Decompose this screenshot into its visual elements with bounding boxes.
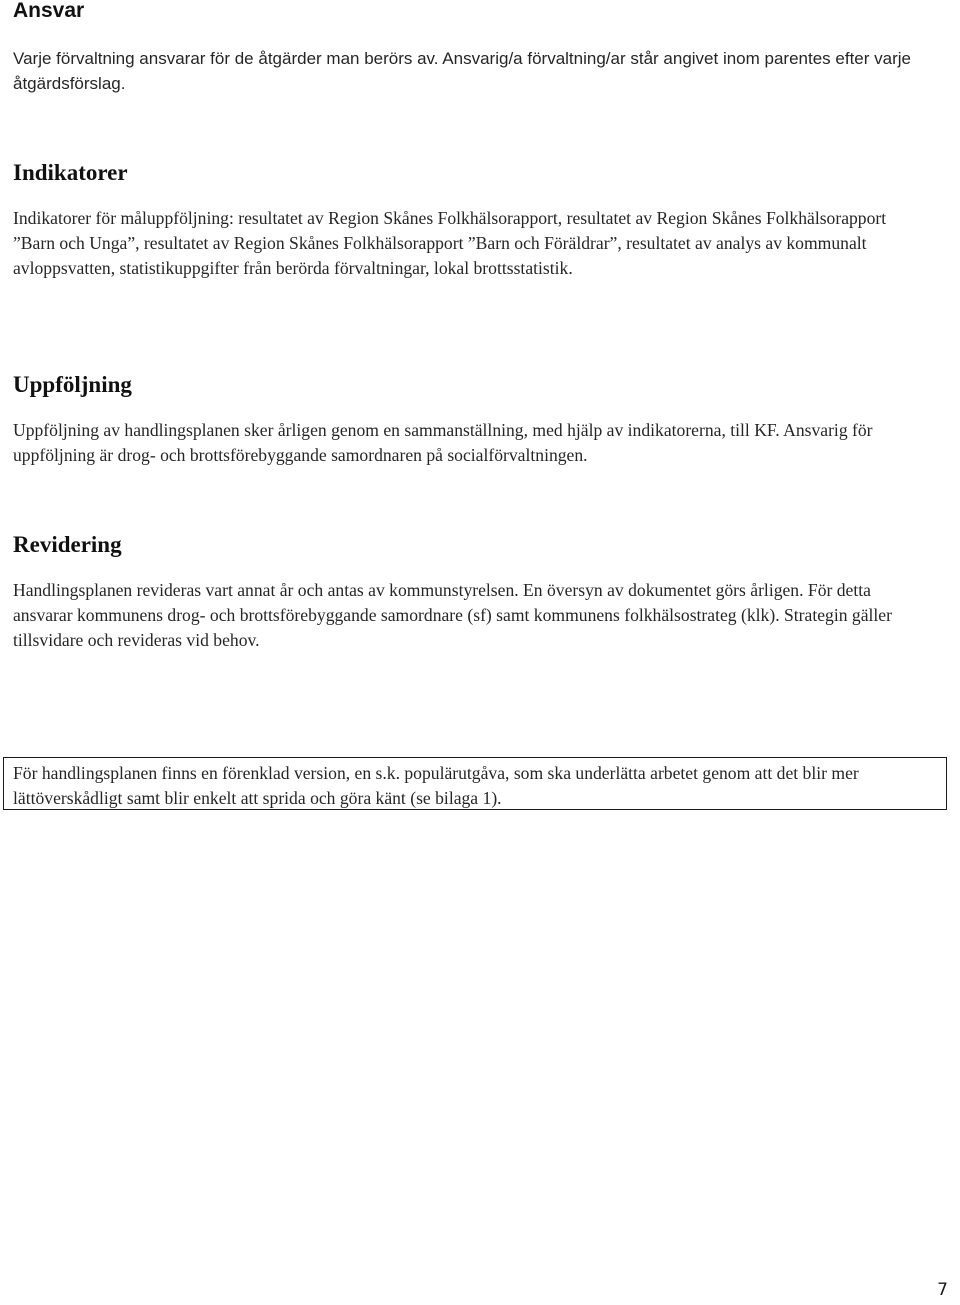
page-number: 7 <box>937 1280 948 1300</box>
section-heading: Revidering <box>13 532 122 557</box>
section-heading: Ansvar <box>13 0 85 22</box>
note-text: För handlingsplanen finns en förenklad version, en s.k. populärutgåva, som ska underlätta arbetet genom att det blir mer lättöverskådligt samt blir enkelt att sprida och göra känt (se bilaga 1). <box>13 763 859 808</box>
section-body: Uppföljning av handlingsplanen sker årligen genom en sammanställning, med hjälp av indikatorerna, till KF. Ansvarig för uppföljning är drog- och brottsförebyggande samordnaren på socialförvaltningen. <box>13 420 873 465</box>
section-uppfoljning <box>13 372 947 468</box>
section-body: Indikatorer för måluppföljning: resultatet av Region Skånes Folkhälsorapport, resultatet av Region Skånes Folkhälsorapport ”Barn och Unga”, resultatet av Region Skånes Folkhälsorapport ”Barn och Föräldrar”, resultatet av analys av kommunalt avloppsvatten, statistikuppgifter från berörda förvaltningar, lokal brottsstatistik. <box>13 208 887 278</box>
note-box <box>3 757 947 810</box>
section-ansvar <box>13 0 913 96</box>
section-heading: Indikatorer <box>13 160 128 185</box>
section-revidering <box>13 532 913 653</box>
section-heading: Uppföljning <box>13 372 132 397</box>
section-indikatorer <box>13 160 925 281</box>
section-body: Handlingsplanen revideras vart annat år och antas av kommunstyrelsen. En översyn av dokumentet görs årligen. För detta ansvarar kommunens drog- och brottsförebyggande samordnare (sf) samt kommunens folkhälsostrateg (klk). Strategin gäller tillsvidare och revideras vid behov. <box>13 580 892 650</box>
section-body: Varje förvaltning ansvarar för de åtgärder man berörs av. Ansvarig/a förvaltning/ar står angivet inom parentes efter varje åtgärdsförslag. <box>13 49 911 93</box>
